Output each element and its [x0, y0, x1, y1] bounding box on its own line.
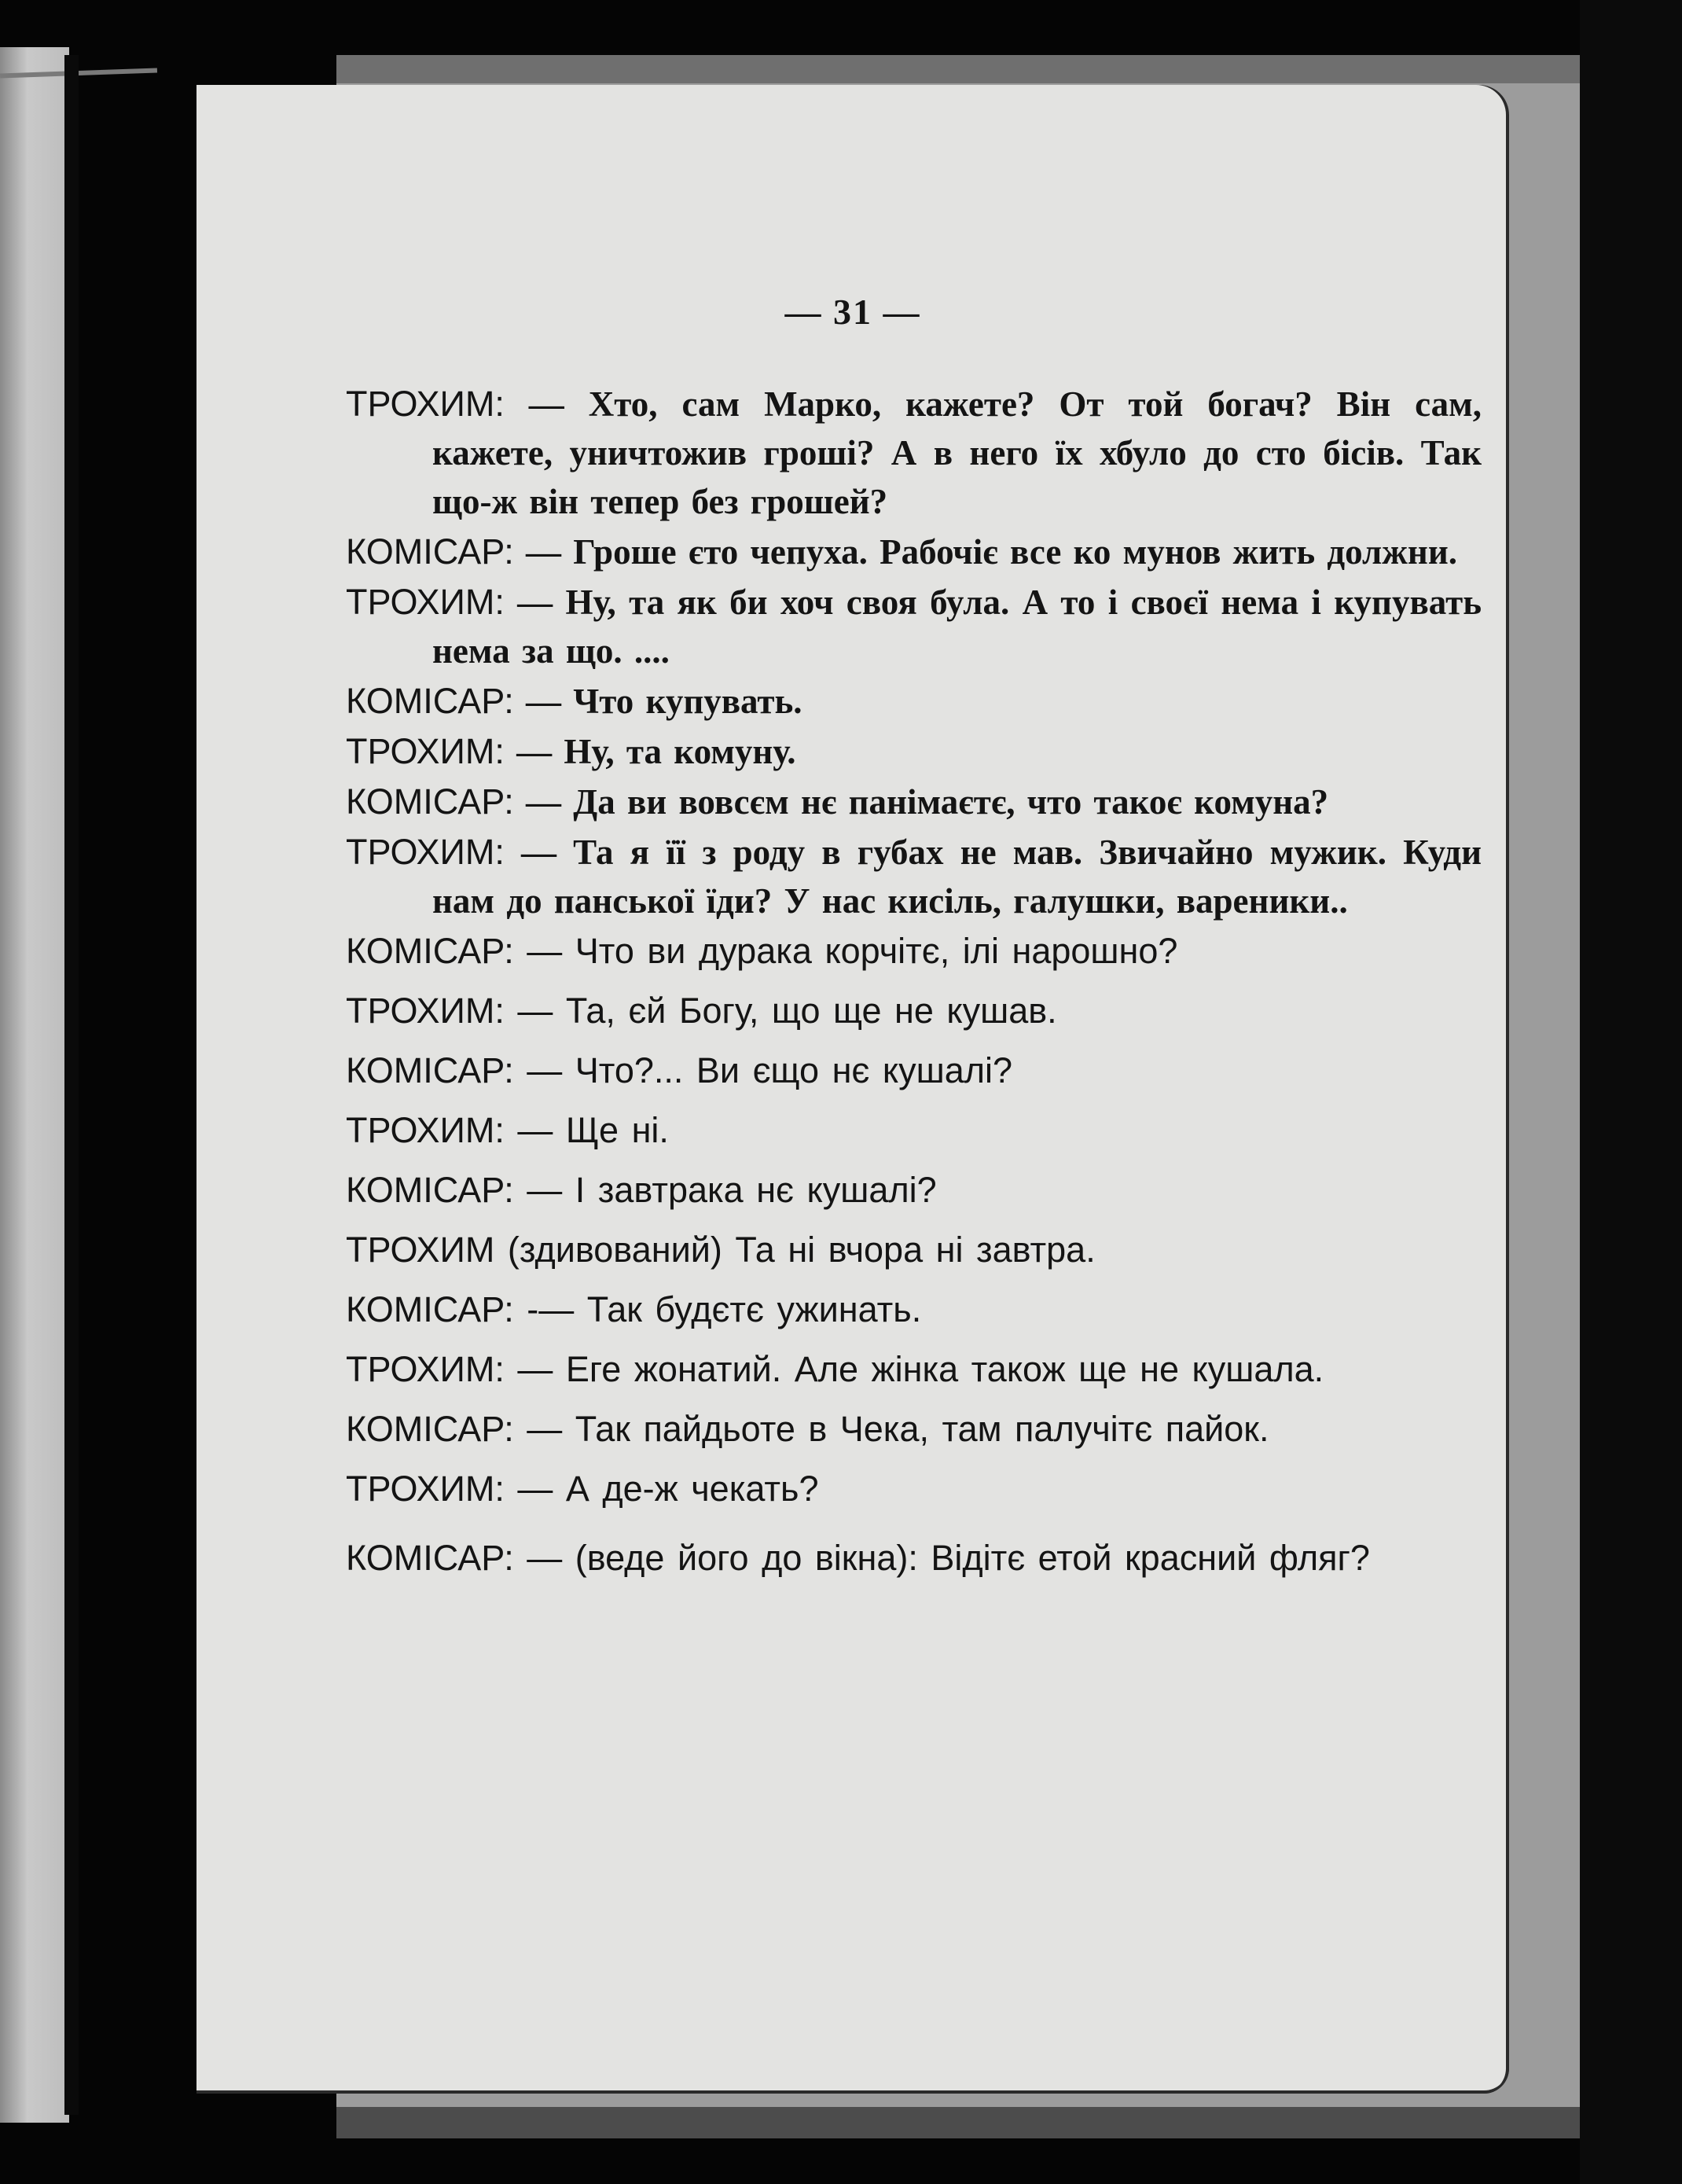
dialogue-text: — Ну, та як би хоч своя була. А то і своєї нема і купувать нема за що. .... — [432, 583, 1482, 671]
dialogue-text: -— Так будєтє ужинать. — [513, 1289, 922, 1329]
page-mount-bottom-shadow — [336, 2107, 1580, 2138]
dialogue-line — [346, 578, 1482, 675]
dialogue-line — [346, 1106, 1482, 1155]
book-spine — [64, 55, 79, 2115]
book-page — [196, 85, 1509, 2094]
speaker-name: ТРОХИМ: — [346, 1349, 505, 1389]
speaker-name: ТРОХИМ: — [346, 384, 505, 424]
speaker-name: ТРОХИМ — [346, 1230, 495, 1270]
dialogue-text: — Что ви дурака корчітє, ілі нарошно? — [513, 931, 1178, 971]
dialogue-line — [346, 778, 1482, 826]
dialogue-text: — Что купувать. — [513, 682, 802, 721]
dialogue-text: — Ну, та комуну. — [504, 732, 796, 771]
dialogue-text: — Ще ні. — [504, 1110, 669, 1150]
dialogue-line — [346, 528, 1482, 576]
dialogue-line — [346, 1465, 1482, 1513]
page-mount-top-shadow — [336, 55, 1580, 83]
dialogue-text: — Так пайдьоте в Чека, там палучітє пайок. — [513, 1409, 1269, 1449]
speaker-name: ТРОХИМ: — [346, 1469, 505, 1509]
speaker-name: ТРОХИМ: — [346, 991, 505, 1031]
speaker-name: ТРОХИМ: — [346, 832, 505, 872]
speaker-name: КОМІСАР: — [346, 531, 514, 572]
speaker-name: КОМІСАР: — [346, 931, 514, 971]
dialogue-line — [346, 987, 1482, 1035]
dialogue-text: — Еге жонатий. Але жінка також ще не кушала. — [504, 1349, 1324, 1389]
dialogue-line — [346, 828, 1482, 925]
dialogue-text: — Что?... Ви єщо нє кушалі? — [513, 1050, 1012, 1090]
dialogue-text: — А де-ж чекать? — [504, 1469, 819, 1509]
speaker-name: КОМІСАР: — [346, 1289, 514, 1329]
scan-frame-border — [1580, 0, 1682, 2184]
dialogue-line — [346, 1534, 1482, 1583]
dialogue-text: — (веде його до вікна): Відітє етой красний фляг? — [513, 1538, 1370, 1578]
dialogue-text: — Гроше єто чепуха. Рабочіє все ко мунов жить должни. — [513, 532, 1458, 572]
dialogue-text: — І завтрака нє кушалі? — [513, 1170, 937, 1210]
dialogue-line — [346, 727, 1482, 776]
speaker-name: КОМІСАР: — [346, 1050, 514, 1090]
dialogue-text: (здивований) Та ні вчора ні завтра. — [494, 1230, 1096, 1270]
play-dialogue — [346, 380, 1482, 1584]
dialogue-line — [346, 1285, 1482, 1334]
dialogue-line — [346, 1345, 1482, 1394]
dialogue-text: — Та я її з роду в губах не мав. Звичайно мужик. Куди нам до панської їди? У нас кисіль, галушки, вареники.. — [432, 833, 1482, 921]
speaker-name: ТРОХИМ: — [346, 582, 505, 622]
speaker-name: КОМІСАР: — [346, 1409, 514, 1449]
dialogue-line — [346, 1405, 1482, 1454]
facing-page-edge — [0, 47, 69, 2123]
speaker-name: КОМІСАР: — [346, 781, 514, 822]
dialogue-line — [346, 1226, 1482, 1274]
speaker-name: КОМІСАР: — [346, 681, 514, 721]
dialogue-line — [346, 927, 1482, 976]
dialogue-line — [346, 380, 1482, 526]
speaker-name: ТРОХИМ: — [346, 731, 505, 771]
dialogue-line — [346, 677, 1482, 726]
dialogue-line — [346, 1166, 1482, 1215]
dialogue-text: — Да ви вовсєм нє панімаєтє, что такоє комуна? — [513, 782, 1329, 822]
dialogue-line — [346, 1046, 1482, 1095]
dialogue-text: — Та, єй Богу, що ще не кушав. — [504, 991, 1057, 1031]
page-number: — 31 — — [784, 292, 921, 332]
dialogue-text: — Хто, сам Марко, кажете? От той богач? Він сам, кажете, уничтожив гроші? А в него їх хбуло до сто бісів. Так що-ж він тепер без грошей? — [432, 384, 1482, 521]
speaker-name: ТРОХИМ: — [346, 1110, 505, 1150]
speaker-name: КОМІСАР: — [346, 1538, 514, 1578]
speaker-name: КОМІСАР: — [346, 1170, 514, 1210]
